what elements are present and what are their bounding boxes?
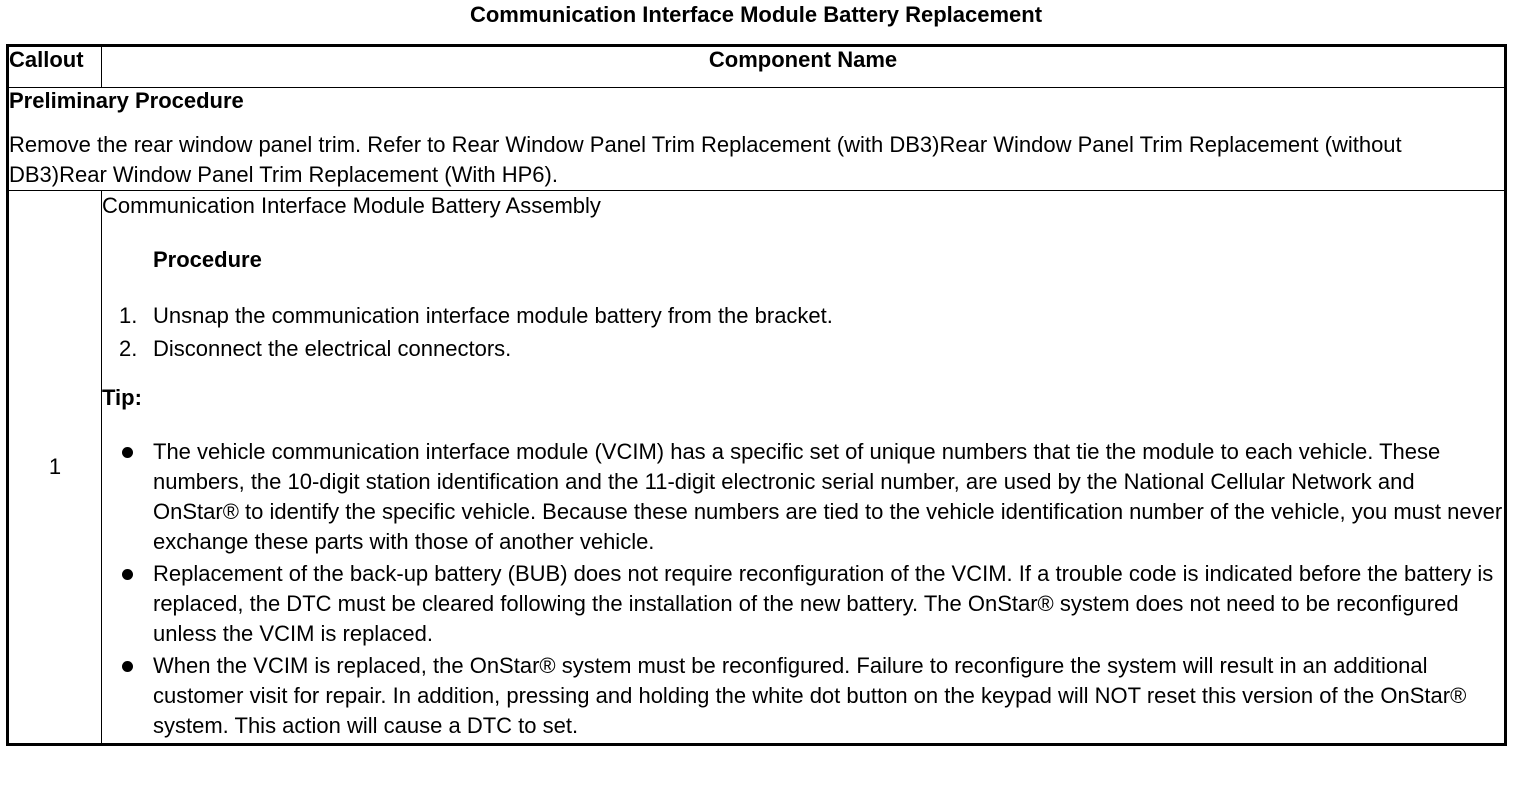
procedure-table — [6, 44, 1507, 746]
tip-text: Replacement of the back-up battery (BUB) does not require reconfiguration of the VCIM. If a trouble code is indicated before the battery is replaced, the DTC must be cleared following the installation of the new battery. The OnStar® system does not need to be reconfigured unless the VCIM is replaced. — [153, 561, 1494, 646]
step-number: 1. — [119, 303, 138, 328]
preliminary-text: Remove the rear window panel trim. Refer to Rear Window Panel Trim Replacement (with DB3)Rear Window Panel Trim Replacement (without DB3)Rear Window Panel Trim Replacement (With HP6). — [9, 132, 1402, 187]
preliminary-heading: Preliminary Procedure — [9, 88, 244, 113]
component-name-column-header: Component Name — [102, 46, 1506, 88]
procedure-step — [102, 332, 1504, 365]
preliminary-row — [8, 88, 1506, 191]
document-title: Communication Interface Module Battery Replacement — [469, 2, 1043, 27]
bullet-icon — [122, 447, 133, 458]
step-number: 2. — [119, 336, 138, 361]
tip-item — [102, 559, 1504, 649]
tip-text: When the VCIM is replaced, the OnStar® system must be reconfigured. Failure to reconfigure the system will result in an additional customer visit for repair. In addition, pressing and holding the white dot button on the keypad will NOT reset this version of the OnStar® system. This action will cause a DTC to set. — [153, 653, 1467, 738]
tip-item — [102, 437, 1504, 557]
preliminary-cell — [8, 88, 1506, 191]
procedure-step — [102, 299, 1504, 332]
tip-list — [102, 437, 1504, 741]
callout-column-header: Callout — [8, 46, 102, 88]
table-header-row — [8, 46, 1506, 88]
bullet-icon — [122, 569, 133, 580]
bullet-icon — [122, 661, 133, 672]
step-text: Unsnap the communication interface module battery from the bracket. — [153, 303, 833, 328]
step-text: Disconnect the electrical connectors. — [153, 336, 512, 361]
procedure-heading: Procedure — [153, 247, 262, 272]
component-cell — [102, 191, 1506, 745]
callout-number: 1 — [8, 191, 102, 745]
table-row — [8, 191, 1506, 745]
tip-heading: Tip: — [102, 385, 142, 410]
tip-text: The vehicle communication interface module (VCIM) has a specific set of unique numbers that tie the module to each vehicle. These numbers, the 10-digit station identification and the 11-digit electronic serial number, are used by the National Cellular Network and OnStar® to identify the specific vehicle. Because these numbers are tied to the vehicle identification number of the vehicle, you must never exchange these parts with those of another vehicle. — [153, 439, 1503, 554]
procedure-steps — [102, 299, 1504, 365]
tip-item — [102, 651, 1504, 741]
component-title: Communication Interface Module Battery Assembly — [102, 193, 601, 218]
